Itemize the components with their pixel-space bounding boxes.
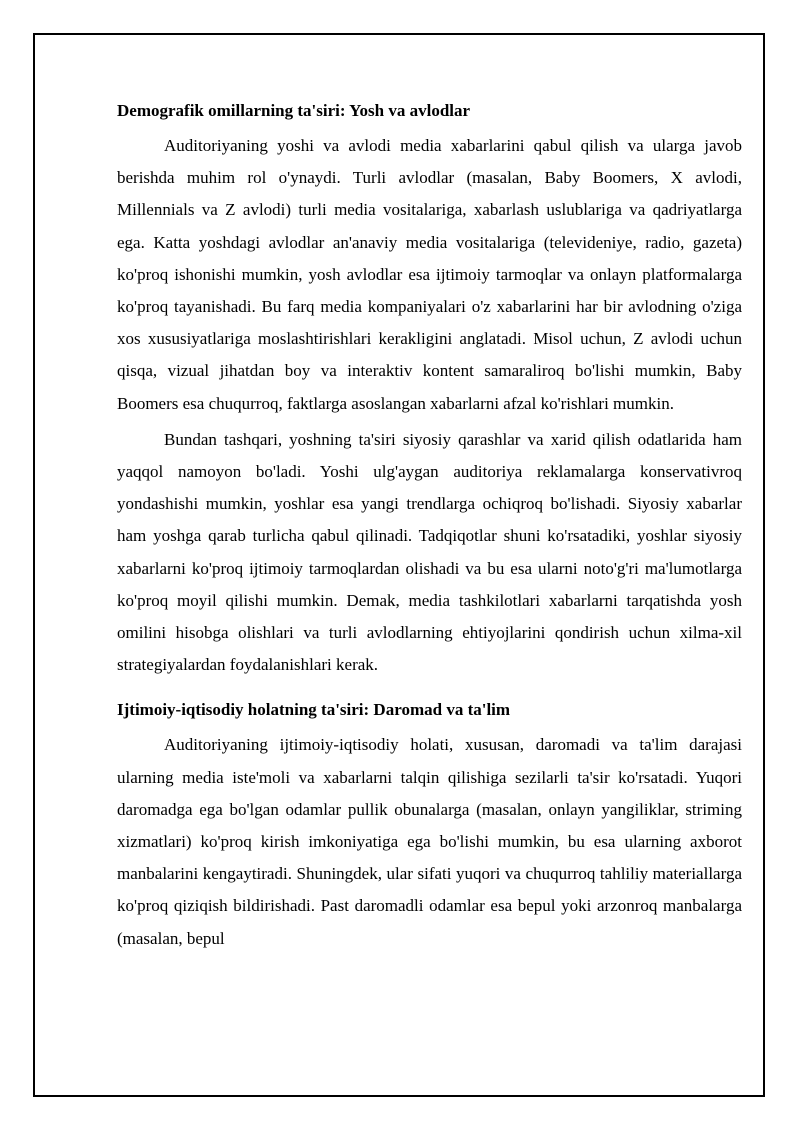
section-heading-demographics: Demografik omillarning ta'siri: Yosh va avlodlar bbox=[117, 101, 471, 120]
paragraph-age-generations: Auditoriyaning yoshi va avlodi media xabarlarini qabul qilish va ularga javob berishda muhim rol o'ynaydi. Turli avlodlar (masalan, Baby Boomers, X avlodi, Millennials va Z avlodi) turli media vositalariga, xabarlash uslublariga va qadriyatlarga ega. Katta yoshdagi avlodlar an'anaviy media vositalariga (televideniye, radio, gazeta) ko'proq ishonishi mumkin, yosh avlodlar esa ijtimoiy tarmoqlar va onlayn platformalarga ko'proq tayanishadi. Bu farq media kompaniyalari o'z xabarlarini har bir avlodning o'ziga xos xususiyatlariga moslashtirishlari kerakligini anglatadi. Misol uchun, Z avlodi uchun qisqa, vizual jihatdan boy va interaktiv kontent samaraliroq bo'lishi mumkin, Baby Boomers esa chuqurroq, faktlarga asoslangan xabarlarni afzal ko'rishlari mumkin. bbox=[117, 136, 742, 413]
paragraph-age-influence: Bundan tashqari, yoshning ta'siri siyosiy qarashlar va xarid qilish odatlarida ham yaqqol namoyon bo'ladi. Yoshi ulg'aygan auditoriya reklamalarga konservativroq yondashishi mumkin, yoshlar esa yangi trendlarga ochiqroq bo'lishadi. Siyosiy xabarlar ham yoshga qarab turlicha qabul qilinadi. Tadqiqotlar shuni ko'rsatadiki, yoshlar siyosiy xabarlarni ko'proq ijtimoiy tarmoqlardan olishadi va bu esa ularni noto'g'ri ma'lumotlarga ko'proq moyil qilishi mumkin. Demak, media tashkilotlari xabarlarni tarqatishda yosh omilini hisobga olishlari va turli avlodlarning ehtiyojlarini qondirish uchun xilma-xil strategiyalardan foydalanishlari kerak. bbox=[117, 429, 742, 675]
document-body bbox=[117, 99, 742, 955]
paragraph-income-education: Auditoriyaning ijtimoiy-iqtisodiy holati, xususan, daromadi va ta'lim darajasi ularning media iste'moli va xabarlarni talqin qilishiga sezilarli ta'sir ko'rsatadi. Yuqori daromadga ega bo'lgan odamlar pullik obunalarga (masalan, onlayn yangiliklar, striming xizmatlari) ko'proq kirish imkoniyatiga ega bo'lishi mumkin, bu esa ularning axborot manbalarini kengaytiradi. Shuningdek, ular sifati yuqori va chuqurroq tahliliy materiallarga ko'proq qiziqish bildirishadi. Past daromadli odamlar esa bepul yoki arzonroq manbalarga (masalan, bepul bbox=[117, 735, 742, 948]
section-heading-socioeconomic: Ijtimoiy-iqtisodiy holatning ta'siri: Daromad va ta'lim bbox=[117, 700, 511, 720]
